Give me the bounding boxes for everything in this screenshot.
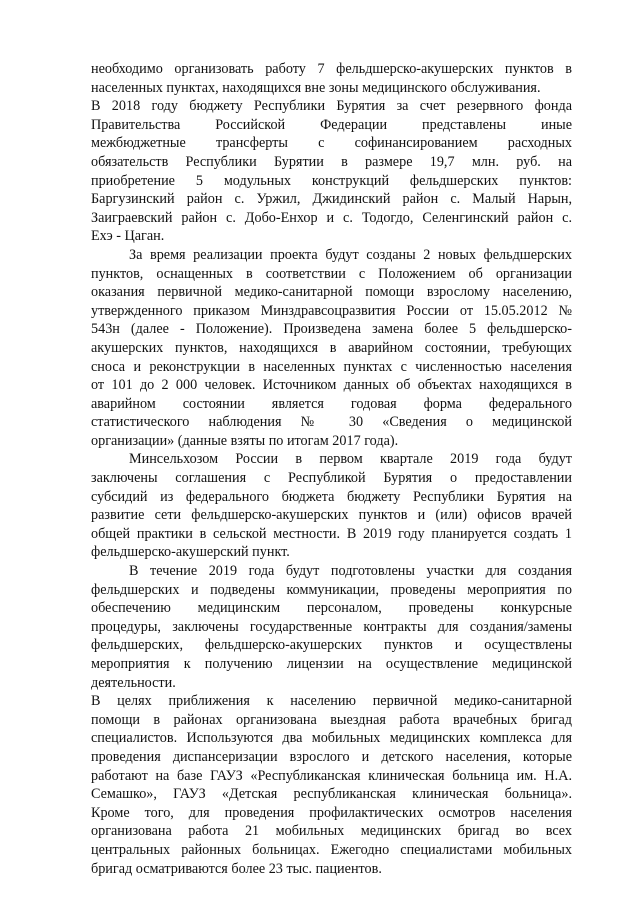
paragraph-1	[91, 60, 572, 97]
text-line: центральных районных больницах. Ежегодно специалистами мобильных	[91, 841, 572, 858]
text-line: специалистов. Используются два мобильных медицинских комплекса для	[91, 730, 572, 747]
text-line: населенных пунктах, находящихся вне зоны медицинского обслуживания.	[91, 79, 541, 96]
text-line: деятельности.	[91, 674, 176, 691]
text-line: бригад осматриваются более 23 тыс. пациентов.	[91, 860, 382, 877]
text-line: акушерских пунктов, находящихся в аварийном состоянии, требующих	[91, 339, 572, 356]
text-line: мероприятия к получению лицензии на осуществление медицинской	[91, 656, 572, 672]
text-line: 543н (далее - Положение). Произведена замена более 5 фельдшерско-	[91, 321, 572, 338]
text-line: Минсельхозом России в первом квартале 2019 года будут	[129, 451, 572, 468]
text-line: утвержденного приказом Минздравсоцразвития России от 15.05.2012 №	[91, 302, 572, 319]
text-line: Ехэ - Цаган.	[91, 228, 165, 245]
text-line: проведения диспансеризации взрослого и детского населения, которые	[91, 748, 572, 765]
text-line: Семашко», ГАУЗ «Детская республиканская клиническая больница».	[91, 786, 572, 803]
text-line: обеспечению медицинским персоналом, проведены конкурсные	[91, 600, 572, 617]
text-line: Правительства Российской Федерации представлены иные	[91, 116, 572, 133]
text-line: пунктов, оснащенных в соответствии с Положением об организации	[91, 265, 572, 282]
text-line: субсидий из федерального бюджета бюджету Республики Бурятия на	[91, 488, 572, 505]
text-line: межбюджетные трансферты с софинансированием расходных	[91, 135, 572, 152]
text-line: помощи в районах организована выездная работа врачебных бригад	[91, 711, 572, 728]
text-line: общей практики в сельской местности. В 2019 году планируется создать 1	[91, 525, 572, 542]
text-line: работают на базе ГАУЗ «Республиканская клиническая больница им. Н.А.	[91, 767, 572, 784]
text-line: необходимо организовать работу 7 фельдшерско-акушерских пунктов в	[91, 61, 572, 77]
text-line: сноса и реконструкции в населенных пунктах с численностью населения	[91, 358, 572, 375]
text-line: фельдшерских, фельдшерско-акушерских пунктов и осуществлены	[91, 637, 572, 654]
text-line: В целях приближения к населению первичной медико-санитарной	[91, 693, 572, 710]
text-line: фельдшерско-акушерский пункт.	[91, 544, 290, 561]
text-line: процедуры, заключены государственные контракты для создания/замены	[91, 618, 572, 635]
paragraph-3	[91, 246, 572, 451]
text-line: оказания первичной медико-санитарной помощи взрослому населению,	[91, 284, 572, 301]
paragraph-2	[91, 97, 572, 246]
paragraph-6	[91, 692, 572, 878]
text-line: заключены соглашения с Республикой Бурятия о предоставлении	[91, 470, 572, 487]
text-line: Заиграевский район с. Добо-Енхор и с. Тодогдо, Селенгинский район с.	[91, 209, 572, 226]
paragraph-4	[91, 450, 572, 562]
paragraph-5	[91, 562, 572, 692]
text-line: развитие сети фельдшерско-акушерских пунктов и (или) офисов врачей	[91, 507, 572, 524]
text-line: обязательств Республики Бурятии в размере 19,7 млн. руб. на	[91, 153, 572, 170]
document-page	[91, 60, 572, 878]
text-line: В 2018 году бюджету Республики Бурятия за счет резервного фонда	[91, 98, 572, 115]
text-line: организована работа 21 мобильных медицинских бригад во всех	[91, 823, 572, 840]
text-line: Кроме того, для проведения профилактических осмотров населения	[91, 804, 572, 821]
text-line: статистического наблюдения № 30 «Сведения о медицинской	[91, 414, 572, 431]
text-line: За время реализации проекта будут созданы 2 новых фельдшерских	[129, 246, 572, 263]
text-line: В течение 2019 года будут подготовлены участки для создания	[129, 563, 572, 580]
text-line: аварийном состоянии является годовая форма федерального	[91, 395, 572, 412]
text-line: Баргузинский район с. Уржил, Джидинский район с. Малый Нарын,	[91, 191, 572, 208]
text-line: от 101 до 2 000 человек. Источником данных об объектах находящихся в	[91, 377, 572, 394]
text-line: фельдшерских и подведены коммуникации, проведены мероприятия по	[91, 581, 572, 598]
text-line: приобретение 5 модульных конструкций фельдшерских пунктов:	[91, 172, 572, 189]
text-line: организации» (данные взяты по итогам 2017 года).	[91, 432, 399, 449]
